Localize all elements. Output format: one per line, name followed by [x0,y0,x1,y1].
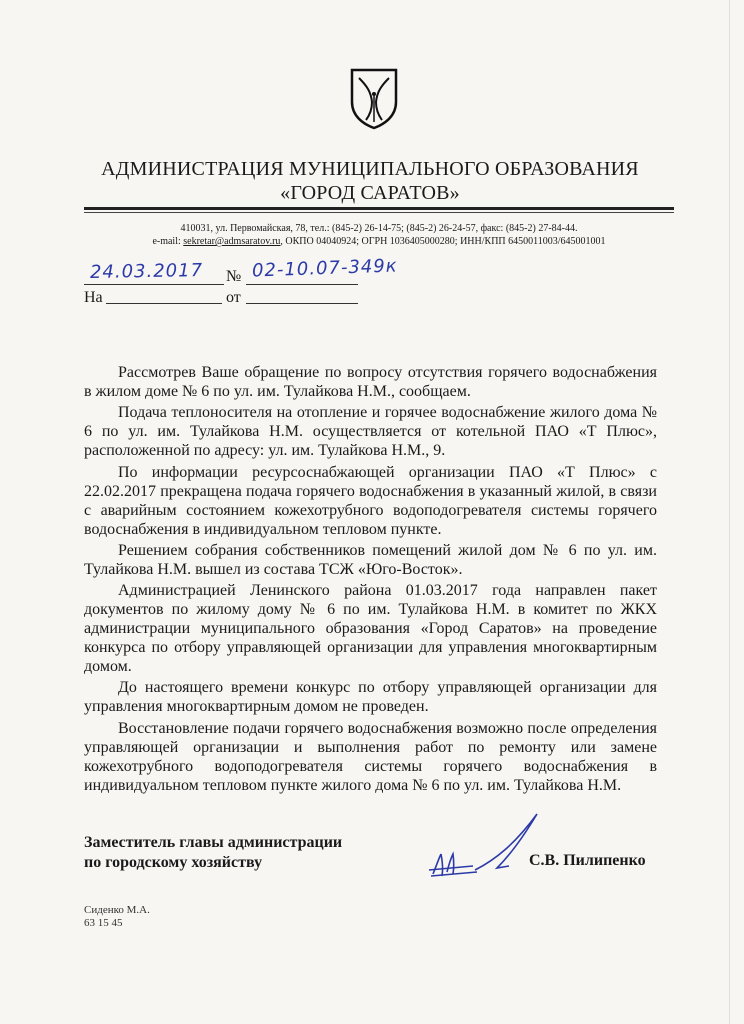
reference-ot-label: от [226,289,241,306]
saratov-coat-of-arms-icon [349,68,399,130]
registry-codes: , ОКПО 04040924; ОГРН 1036405000280; ИНН/КПП 6450011003/645001001 [280,236,606,247]
body-paragraph: Рассмотрев Ваше обращение по вопросу отсутствия горячего водоснабжения в жилом доме № 6 по ул. им. Тулайкова Н.М., сообщаем. [84,364,657,400]
address-line: 410031, ул. Первомайская, 78, тел.: (845-2) 26-14-75; (845-2) 26-24-57, факс: (845-2) 27-84-44. [180,223,578,234]
body-paragraph: До настоящего времени конкурс по отбору управляющей организации для управления многоквартирным домом не проведен. [84,679,657,716]
body-paragraph: По информации ресурсоснабжающей организации ПАО «Т Плюс» с 22.02.2017 прекращена подача горячего водоснабжения в указанный жилой, в связи с аварийным состоянием кожехотрубного водоподогревателя системы горячего водоснабжения в индивидуальном тепловом пункте. [84,463,657,538]
handwritten-date: 24.03.2017 [89,260,204,283]
page-edge [729,0,730,1024]
na-line [106,303,222,304]
header-rule-thick [84,207,674,210]
signer-position [84,833,342,873]
codes-line [84,236,674,248]
letter-body [84,363,657,797]
body-paragraph: Администрацией Ленинского района 01.03.2017 года направлен пакет документов по жилому дому № 6 по им. Тулайкова Н.М. в комитет по ЖКХ администрации муниципального образования «Город Саратов» на проведение конкурса по отбору управляющей организации для управления многоквартирным домом. [84,582,657,676]
number-sign: № [226,268,242,285]
date-line [84,284,224,285]
executor-phone: 63 15 45 [84,917,123,929]
number-line [246,284,358,285]
org-title-line2: «ГОРОД САРАТОВ» [280,182,460,204]
email-label: e-mail: [152,236,184,247]
signer-position-line1: Заместитель главы администрации [84,834,343,851]
handwritten-signature-icon [425,808,555,888]
signer-position-line2: по городскому хозяйству [84,854,263,871]
org-title-line1: АДМИНИСТРАЦИЯ МУНИЦИПАЛЬНОГО ОБРАЗОВАНИЯ [101,158,639,180]
ot-line [246,303,358,304]
reference-na-label: На [84,289,103,306]
executor-block [84,904,150,930]
body-paragraph: Восстановление подачи горячего водоснабжения возможно после определения управляющей организации и выполнения работ по ремонту или замене кожехотрубного водоподогревателя системы горячего водоснабжения в индивидуальном тепловом пункте жилого дома № 6 по ул. им. Тулайкова Н.М. [84,719,657,794]
body-paragraph: Решением собрания собственников помещений жилой дом № 6 по ул. им. Тулайкова Н.М. вышел из состава ТСЖ «Юго-Восток». [84,541,657,578]
executor-name: Сиденко М.А. [84,904,150,916]
signer-name: С.В. Пилипенко [529,852,646,869]
header-rule-thin [84,212,674,213]
email-link[interactable]: sekretar@admsaratov.ru [183,236,281,247]
body-paragraph: Подача теплоносителя на отопление и горячее водоснабжение жилого дома № 6 по ул. им. Тулайкова Н.М. осуществляется от котельной ПАО «Т Плюс», расположенной по адресу: ул. им. Тулайкова Н.М., 9. [84,404,657,460]
handwritten-number: 02-10.07-349к [251,255,398,282]
